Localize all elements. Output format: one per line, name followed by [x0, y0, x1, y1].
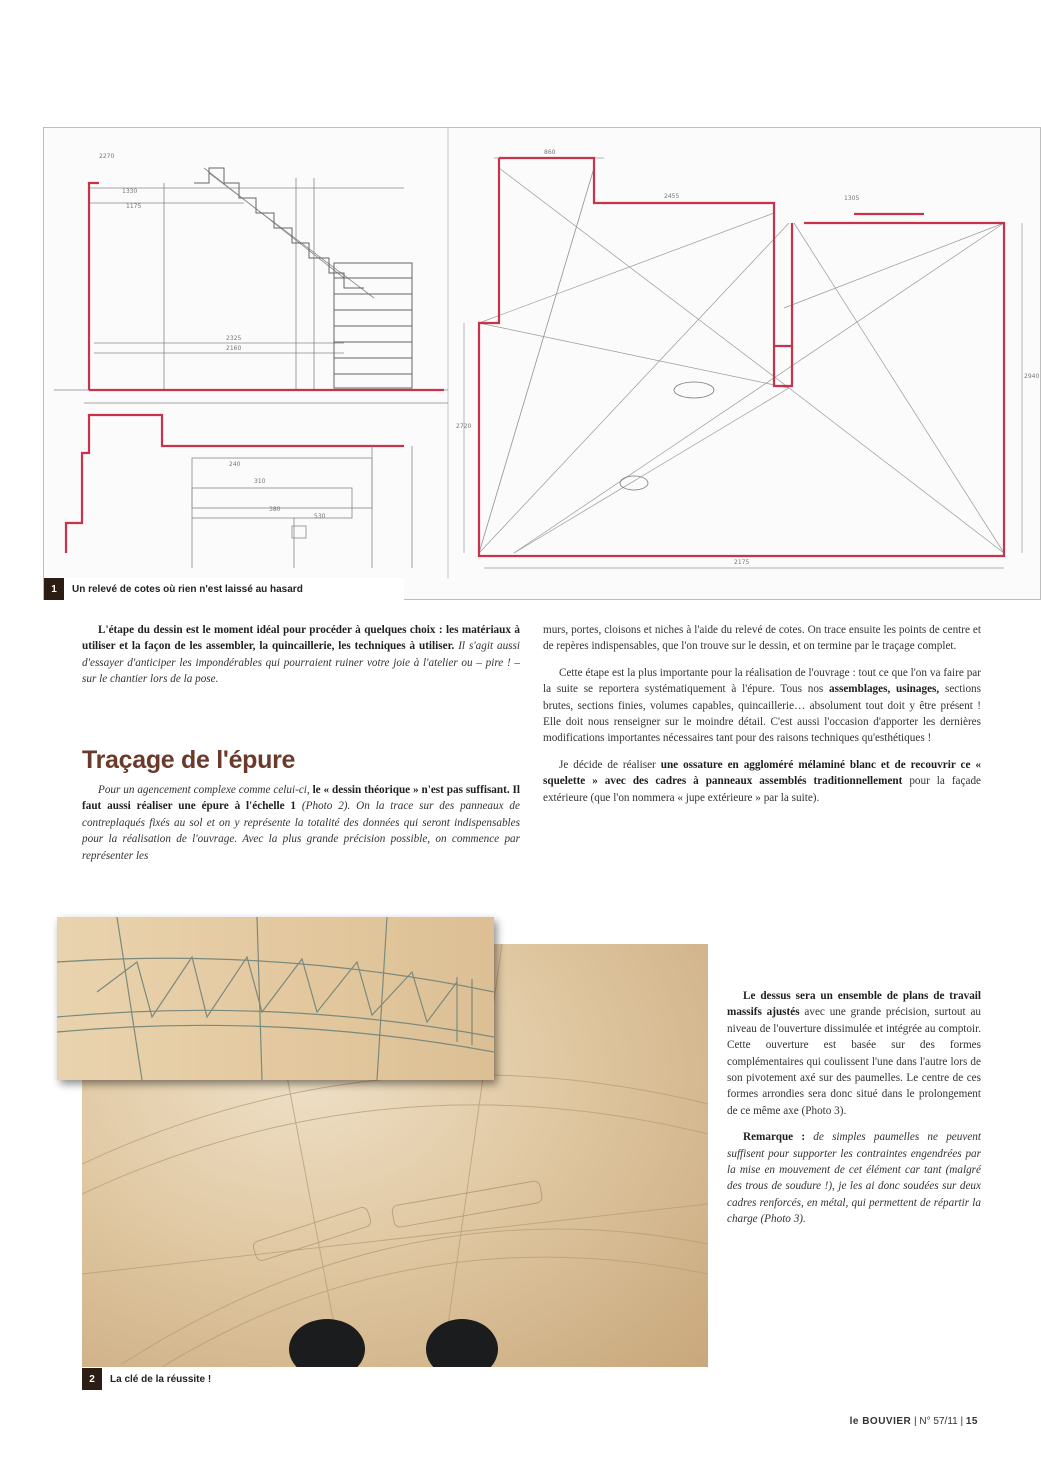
right-p3-end: pour la façade extérieure (que l'on nommera « jupe extérieure » par la suite). — [543, 775, 982, 804]
right-column — [543, 622, 981, 806]
footer-issue: | N° 57/11 | — [914, 1416, 964, 1427]
right-p2-start: Cette étape est la plus importante pour la réalisation de l'ouvrage : tout ce que l'on va faire par la suite se reportera systématiquement à l'épure. Tous nos — [543, 666, 981, 696]
right-p2-bold: assemblages, usinages, — [829, 683, 940, 696]
caption-number-2: 2 — [82, 1368, 102, 1390]
section-paragraph — [82, 782, 520, 864]
svg-text:1175: 1175 — [126, 203, 142, 210]
svg-text:2175: 2175 — [734, 559, 750, 566]
section-heading: Traçage de l'épure — [82, 746, 296, 774]
cote-drawings — [44, 128, 1041, 601]
section-bold: le « dessin théorique » n'est pas suffisant. Il faut aussi réaliser une épure à l'échelle 1 — [82, 784, 520, 813]
photo-inset-detail — [57, 917, 494, 1080]
svg-text:1305: 1305 — [844, 195, 860, 202]
svg-text:2455: 2455 — [664, 193, 680, 200]
intro-bold: L'étape du dessin est le moment idéal pour procéder à quelques choix : les matériaux à utiliser et la façon de les assembler, la quincaillerie, les techniques à utiliser. — [82, 624, 520, 653]
svg-text:240: 240 — [229, 461, 241, 468]
svg-text:2720: 2720 — [456, 423, 472, 430]
footer-brand: le BOUVIER — [849, 1416, 912, 1427]
svg-text:2940: 2940 — [1024, 373, 1040, 380]
caption-number: 1 — [44, 578, 64, 600]
svg-text:2325: 2325 — [226, 335, 242, 342]
narrow-column — [727, 988, 981, 1238]
section-column — [82, 782, 520, 874]
intro-column — [82, 622, 520, 698]
right-p3-start: Je décide de réaliser — [559, 758, 661, 771]
section-part2: (Photo 2). On la trace sur des panneaux de contreplaqués fixés au sol et on y représente la totalité des données qui seront indispensables pour la réalisation de l'ouvrage. Avec la plus grande précision possible, on commence par représenter les — [82, 800, 520, 862]
svg-text:2270: 2270 — [99, 153, 115, 160]
narrow-p2-bold: Remarque : — [743, 1131, 806, 1144]
right-p2 — [543, 665, 981, 747]
epure-closeup-image — [57, 917, 494, 1080]
caption-text-2: La clé de la réussite ! — [110, 1373, 212, 1385]
svg-text:310: 310 — [254, 478, 266, 485]
narrow-p2 — [727, 1129, 981, 1227]
narrow-p1-end: avec une grande précision, surtout au niveau de l'ouverture dissimulée et intégrée au comptoir. Cette ouverture est basée sur des formes complémentaires qui coulissent l'une dans l'autre lors de son pivotement axé sur des paumelles. Le centre de ces formes arrondies sera donc situé dans le prolongement de ce même axe (Photo 3). — [727, 1006, 982, 1117]
figure-1-caption — [44, 578, 404, 600]
svg-text:380: 380 — [269, 506, 281, 513]
svg-text:530: 530 — [314, 513, 326, 520]
figure-2-caption — [82, 1368, 708, 1390]
svg-text:2160: 2160 — [226, 345, 242, 352]
intro-rest: Il s'agit aussi d'essayer d'anticiper les impondérables qui pourraient ruiner votre joie à l'atelier ou – pire ! – sur le chantier lors de la pose. — [82, 640, 520, 686]
narrow-p1 — [727, 988, 981, 1119]
narrow-p2-end: de simples paumelles ne peuvent suffisent pour supporter les contraintes engendrées par la mise en mouvement de cet élément car tant (malgré des trous de soudure !), je les ai donc soudées sur deux cadres renforcés, en métal, qui permettent de répartir la charge (Photo 3). — [727, 1131, 981, 1226]
narrow-p1-bold: Le dessus sera un ensemble de plans de travail massifs ajustés — [727, 990, 981, 1019]
right-p3 — [543, 757, 981, 806]
intro-paragraph — [82, 622, 520, 688]
right-p2-end: sections brutes, sections finies, volumes capables, quincaillerie… absolument tout doit y être présent ! Elle doit nous renseigner sur le moindre détail. C'est aussi l'occasion d'apporter les dernières modifications importantes nécessaires tant pour des raisons techniques qu'esthétiques ! — [543, 683, 982, 745]
caption-text: Un relevé de cotes où rien n'est laissé au hasard — [72, 583, 303, 595]
section-part1: Pour un agencement complexe comme celui-ci, — [98, 784, 313, 796]
svg-text:860: 860 — [544, 149, 556, 156]
right-p1: murs, portes, cloisons et niches à l'aide du relevé de cotes. On trace ensuite les points de centre et de repères indispensables, que l'on trouve sur le dessin, et on termine par le traçage complet. — [543, 624, 981, 653]
page-number: 15 — [965, 1416, 978, 1427]
figure-1-drawing — [43, 127, 1041, 600]
right-p3-bold: une ossature en aggloméré mélaminé blanc et de recouvrir ce « squelette » avec des cadres à panneaux assemblés traditionnellement — [543, 758, 981, 788]
page-footer — [850, 1416, 978, 1427]
svg-text:1330: 1330 — [122, 188, 138, 195]
